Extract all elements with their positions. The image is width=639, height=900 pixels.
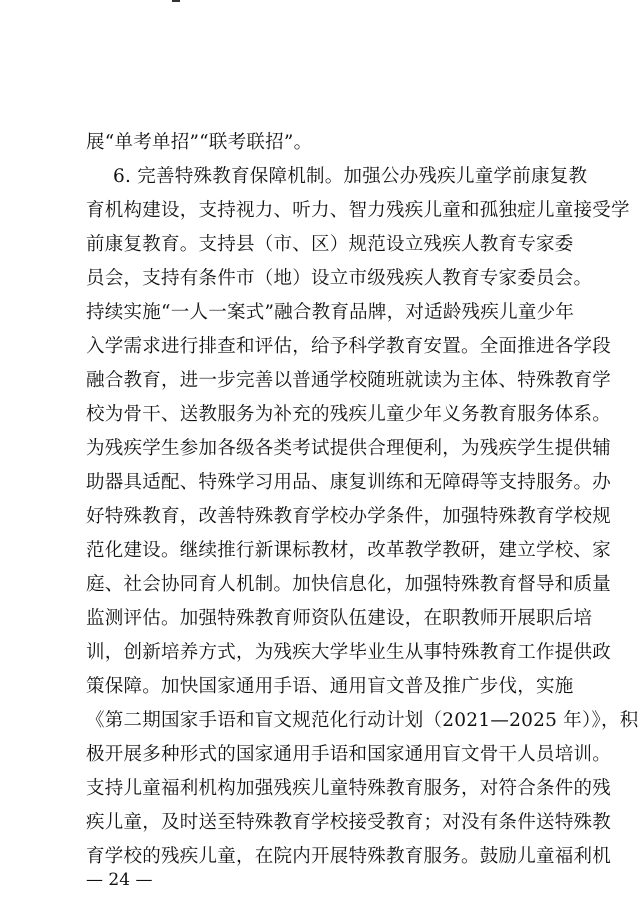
text-line: 监测评估。加强特殊教育师资队伍建设，在职教师开展职后培 bbox=[86, 608, 593, 629]
text-line: 助器具适配、特殊学习用品、康复训练和无障碍等支持服务。办 bbox=[86, 472, 612, 493]
text-line: 极开展多种形式的国家通用手语和国家通用盲文骨干人员培训。 bbox=[86, 744, 612, 765]
text-line: 前康复教育。支持县（市、区）规范设立残疾人教育专家委 bbox=[86, 234, 574, 255]
text-line: 训，创新培养方式，为残疾大学毕业生从事特殊教育工作提供政 bbox=[86, 642, 612, 663]
text-line: 范化建设。继续推行新课标教材，改革教学教研，建立学校、家 bbox=[86, 540, 612, 561]
text-line: 员会，支持有条件市（地）设立市级残疾人教育专家委员会。 bbox=[86, 268, 593, 289]
text-line: 展“单考单招”“联考联招”。 bbox=[86, 132, 313, 153]
text-line: 育机构建设，支持视力、听力、智力残疾儿童和孤独症儿童接受学 bbox=[86, 200, 630, 221]
text-line: 庭、社会协同育人机制。加快信息化，加强特殊教育督导和质量 bbox=[86, 574, 612, 595]
text-line: 策保障。加快国家通用手语、通用盲文普及推广步伐，实施 bbox=[86, 676, 574, 697]
text-line: 融合教育，进一步完善以普通学校随班就读为主体、特殊教育学 bbox=[86, 370, 612, 391]
text-line: 为残疾学生参加各级各类考试提供合理便利，为残疾学生提供辅 bbox=[86, 438, 612, 459]
page-number: — 24 — bbox=[86, 870, 153, 890]
text-line: 校为骨干、送教服务为补充的残疾儿童少年义务教育服务体系。 bbox=[86, 404, 612, 425]
scan-mark bbox=[172, 0, 180, 2]
text-line: 《第二期国家手语和盲文规范化行动计划（2021—2025 年）》，积 bbox=[86, 710, 639, 731]
text-line: 育学校的残疾儿童，在院内开展特殊教育服务。鼓励儿童福利机 bbox=[86, 846, 612, 867]
text-line: 持续实施“一人一案式”融合教育品牌，对适龄残疾儿童少年 bbox=[86, 302, 575, 323]
text-line: 6. 完善特殊教育保障机制。加强公办残疾儿童学前康复教 bbox=[113, 166, 588, 187]
text-line: 入学需求进行排查和评估，给予科学教育安置。全面推进各学段 bbox=[86, 336, 612, 357]
text-line: 支持儿童福利机构加强残疾儿童特殊教育服务，对符合条件的残 bbox=[86, 778, 612, 799]
text-line: 疾儿童，及时送至特殊教育学校接受教育；对没有条件送特殊教 bbox=[86, 812, 612, 833]
text-line: 好特殊教育，改善特殊教育学校办学条件，加强特殊教育学校规 bbox=[86, 506, 612, 527]
